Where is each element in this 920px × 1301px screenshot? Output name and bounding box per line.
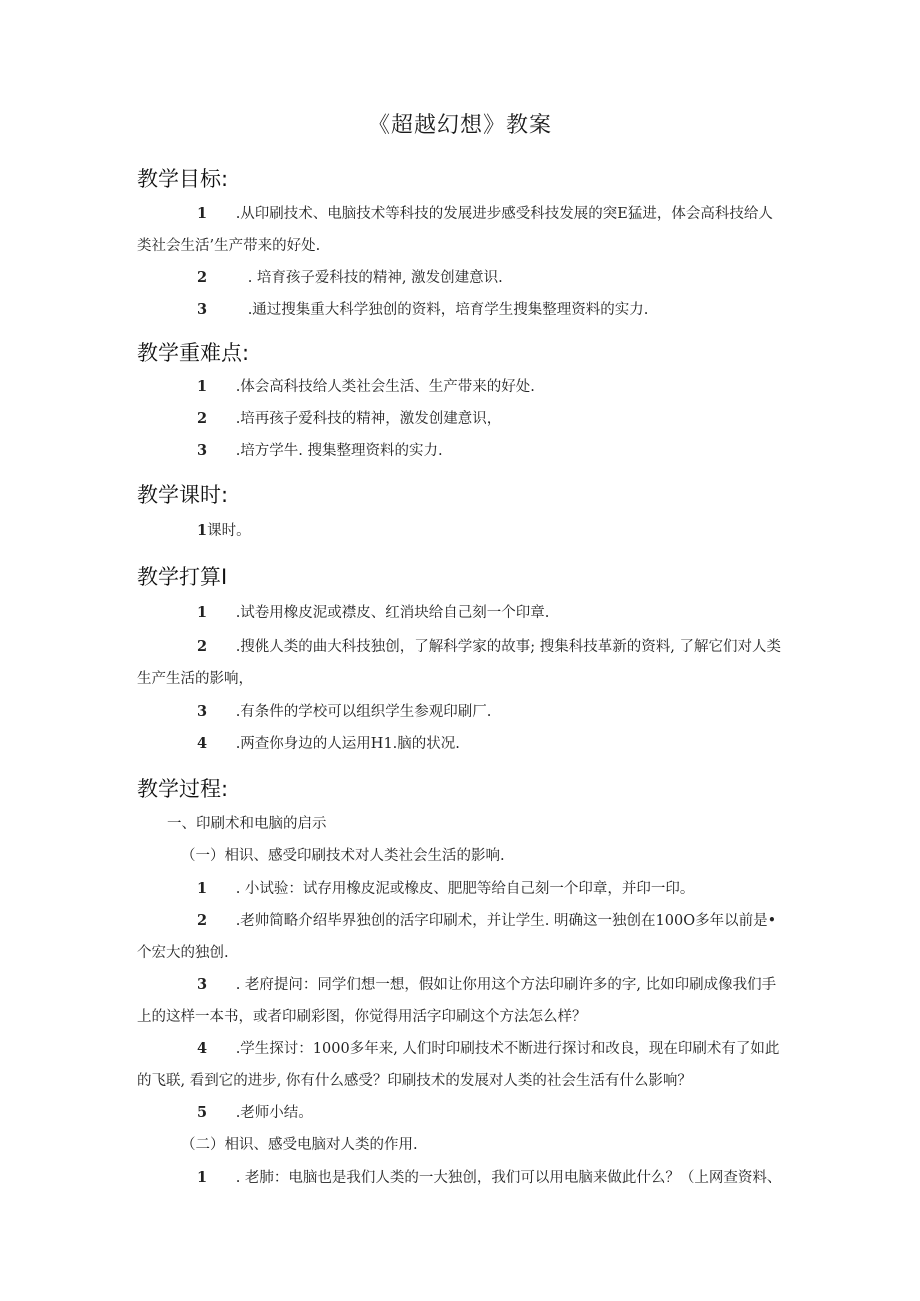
process2-num-1: 1: [197, 1169, 208, 1186]
preparation-item-3: [137, 696, 785, 728]
process-item-1: [137, 873, 785, 905]
objective-item-2: [137, 262, 785, 294]
process-part-1: 一、印刷术和电脑的启示: [167, 816, 327, 832]
process-text-2: .老帅简略介绍毕界独创的活字印刷术，并让学生. 明确这一独创在100O多年以前是•个宏大的独创.: [137, 913, 777, 961]
process-heading: 教学过程:: [137, 777, 229, 801]
process-subsection-1: （一）相识、感受印刷技术对人类社会生活的影响.: [181, 848, 505, 864]
key-point-text-3: .培方学牛. 搜集整理资料的实力.: [235, 443, 443, 459]
objective-item-1: [137, 198, 785, 262]
process2-text-1: . 老肺：电脑也是我们人类的一大独创，我们可以用电脑来做此什么？（上网查资料、: [235, 1170, 782, 1186]
process-text-3: . 老府提问：同学们想一想，假如让你用这个方法印刷许多的字, 比如印刷成像我们手上的这样一本书，或者印刷彩图，你觉得用活字印刷这个方法怎么样？: [137, 977, 777, 1025]
preparation-num-2: 2: [197, 638, 208, 655]
hours-num: 1: [197, 522, 208, 539]
preparation-num-1: 1: [197, 604, 208, 621]
objective-num-2: 2: [197, 269, 208, 286]
process-text-4: .学生探讨：1000多年来, 人们时印刷技术不断进行探讨和改良，现在印刷术有了如此的飞联, 看到它的进步, 你有什么感受？印刷技术的发展对人类的社会生活有什么影响？: [137, 1041, 780, 1089]
key-point-item-3: [137, 435, 785, 467]
key-point-text-1: .体会高科技给人类社会生活、生产带来的好处.: [235, 379, 535, 395]
preparation-item-2: [137, 631, 785, 695]
objective-text-2: . 培育孩子爱科技的精神, 激发创建意识.: [247, 270, 503, 286]
process-item-5: [137, 1097, 785, 1129]
process-item-4: [137, 1033, 785, 1097]
preparation-text-1: .试卷用橡皮泥或襟皮、红消块给自己刻一个印章.: [235, 605, 550, 621]
preparation-num-3: 3: [197, 703, 208, 720]
preparation-text-4: .两查你身边的人运用H1.脑的状况.: [235, 736, 460, 752]
preparation-text-3: .有条件的学校可以组织学生参观印刷厂.: [235, 704, 492, 720]
key-point-num-1: 1: [197, 378, 208, 395]
process-text-5: .老师小结。: [235, 1105, 313, 1121]
process2-item-1: [137, 1162, 785, 1194]
process-num-2: 2: [197, 912, 208, 929]
hours-line: [137, 515, 785, 547]
preparation-text-2: .搜佻人类的曲大科技独创，了解科学家的故事; 搜集科技革新的资料, 了解它们对人类生产生活的影响，: [137, 639, 782, 687]
document-title: 《超越幻想》教案: [367, 113, 552, 138]
objective-num-1: 1: [197, 205, 208, 222]
process-num-1: 1: [197, 880, 208, 897]
key-point-num-2: 2: [197, 410, 208, 427]
preparation-item-1: [137, 597, 785, 629]
process-subsection-2: （二）相识、感受电脑对人类的作用.: [181, 1137, 418, 1153]
process-text-1: . 小试验：试存用橡皮泥或橡皮、肥肥等给自己刻一个印章，并印一印。: [235, 881, 695, 897]
objective-item-3: [137, 294, 785, 326]
process-num-3: 3: [197, 976, 208, 993]
preparation-num-4: 4: [197, 735, 208, 752]
objective-num-3: 3: [197, 301, 208, 318]
process-num-5: 5: [197, 1104, 208, 1121]
key-point-item-2: [137, 403, 785, 435]
process-num-4: 4: [197, 1040, 208, 1057]
objective-text-1: .从印刷技术、电脑技术等科技的发展进步感受科技发展的突E猛进，体会高科技给人类社会生活’生产带来的好处.: [137, 206, 773, 254]
preparation-heading: 教学打算I: [137, 565, 228, 589]
hours-heading: 教学课时:: [137, 483, 229, 507]
preparation-item-4: [137, 728, 785, 760]
objectives-heading: 教学目标:: [137, 167, 229, 191]
key-point-num-3: 3: [197, 442, 208, 459]
key-points-heading: 教学重难点:: [137, 341, 250, 365]
objective-text-3: .通过搜集重大科学独创的资料，培育学生搜集整理资料的实力.: [247, 302, 649, 318]
process-item-2: [137, 905, 785, 969]
process-item-3: [137, 969, 785, 1033]
hours-text: 课时。: [207, 523, 251, 539]
key-point-item-1: [137, 371, 785, 403]
key-point-text-2: .培再孩子爱科技的精神，激发创建意识，: [235, 411, 502, 427]
